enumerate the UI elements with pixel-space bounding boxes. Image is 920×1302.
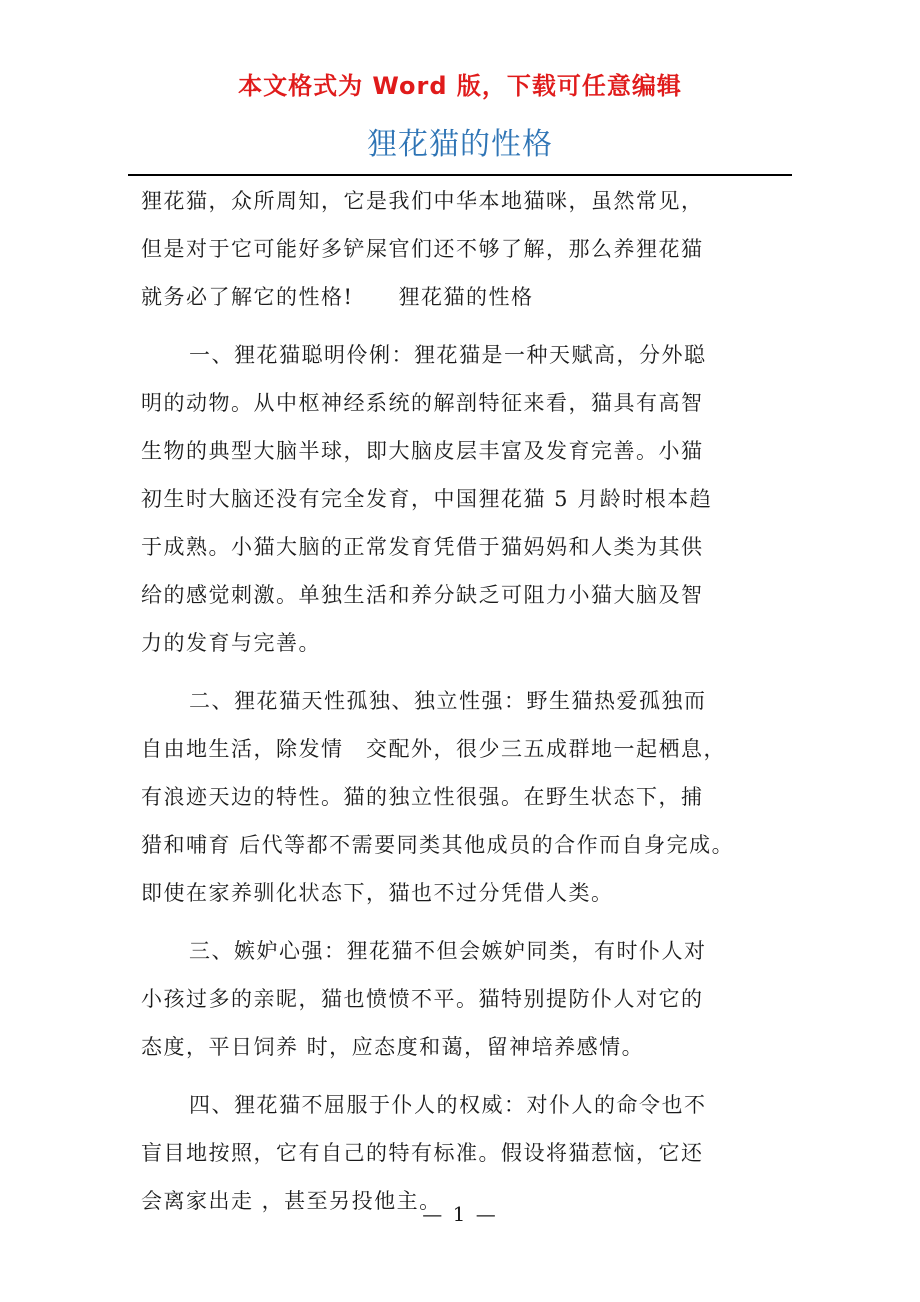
text-line: 态度，平日饲养 时，应态度和蔼，留神培养感情。 <box>141 1035 645 1059</box>
text-line: 二、狸花猫天性孤独、独立性强：野生猫热爱孤独而 <box>189 689 707 713</box>
text-line: 一、狸花猫聪明伶俐：狸花猫是一种天赋高，分外聪 <box>189 343 707 367</box>
document-title: 狸花猫的性格 <box>367 127 553 162</box>
text-line: 盲目地按照，它有自己的特有标准。假设将猫惹恼，它还 <box>141 1141 704 1165</box>
text-line: 明的动物。从中枢神经系统的解剖特征来看，猫具有高智 <box>141 391 704 415</box>
text-line: 三、嫉妒心强：狸花猫不但会嫉妒同类，有时仆人对 <box>189 939 707 963</box>
text-line: 就务必了解它的性格! 狸花猫的性格 <box>141 285 534 309</box>
text-line: 四、狸花猫不屈服于仆人的权威：对仆人的命令也不 <box>189 1093 707 1117</box>
text-line: 会离家出走 ，甚至另投他主。 <box>141 1189 442 1213</box>
text-line: 猎和哺育 后代等都不需要同类其他成员的合作而自身完成。 <box>141 833 735 857</box>
title-divider <box>128 174 792 176</box>
text-line: 初生时大脑还没有完全发育，中国狸花猫 5 月龄时根本趋 <box>141 487 713 511</box>
page-number: — 1 — <box>422 1202 498 1226</box>
text-line: 于成熟。小猫大脑的正常发育凭借于猫妈妈和人类为其供 <box>141 535 704 559</box>
format-notice: 本文格式为 Word 版，下载可任意编辑 <box>238 72 682 100</box>
text-line: 生物的典型大脑半球，即大脑皮层丰富及发育完善。小猫 <box>141 439 704 463</box>
text-line: 即使在家养驯化状态下，猫也不过分凭借人类。 <box>141 881 614 905</box>
text-line: 狸花猫，众所周知，它是我们中华本地猫咪，虽然常见， <box>141 189 704 213</box>
text-line: 但是对于它可能好多铲屎官们还不够了解，那么养狸花猫 <box>141 237 704 261</box>
text-line: 有浪迹天边的特性。猫的独立性很强。在野生状态下，捕 <box>141 785 704 809</box>
text-line: 小孩过多的亲昵，猫也愤愤不平。猫特别提防仆人对它的 <box>141 987 704 1011</box>
text-line: 自由地生活，除发情 交配外，很少三五成群地一起栖息， <box>141 737 726 761</box>
text-line: 力的发育与完善。 <box>141 631 321 655</box>
document-body <box>141 177 781 1225</box>
text-line: 给的感觉刺激。单独生活和养分缺乏可阻力小猫大脑及智 <box>141 583 704 607</box>
